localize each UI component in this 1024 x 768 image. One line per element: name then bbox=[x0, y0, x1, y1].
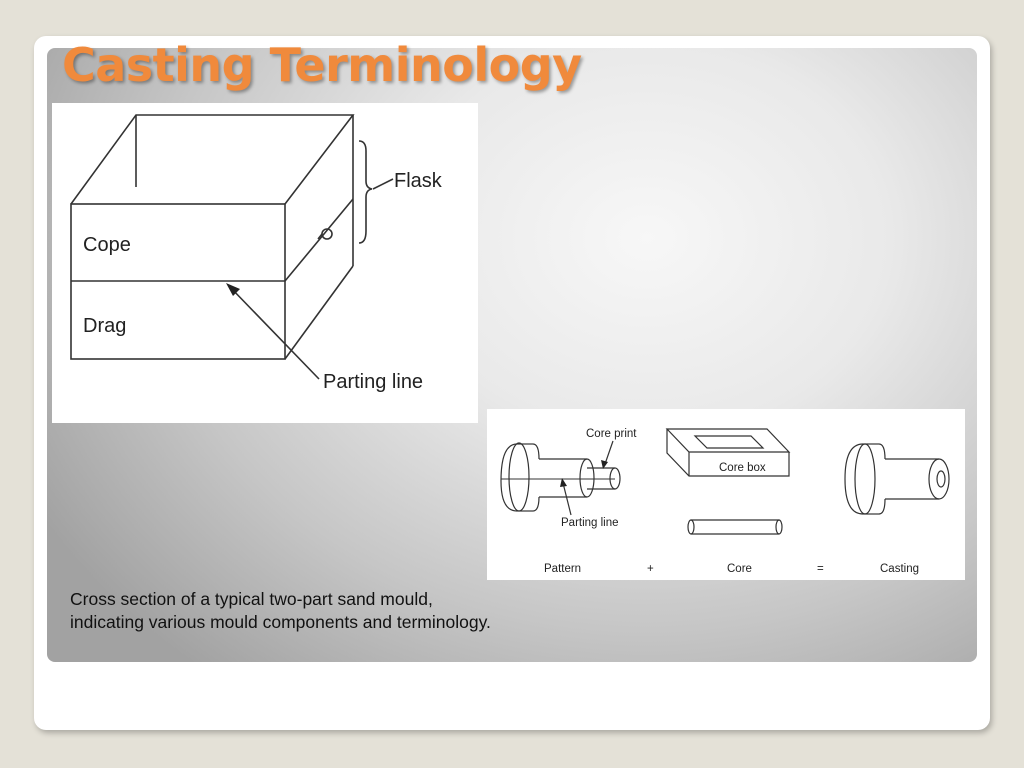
cope-label: Cope bbox=[83, 234, 131, 256]
parting-line-label: Parting line bbox=[561, 517, 619, 529]
mould-diagram-svg bbox=[52, 103, 478, 423]
bottom-side-edge bbox=[285, 266, 353, 359]
caption-line: Cross section of a typical two-part sand mould, bbox=[70, 589, 433, 609]
figure-caption bbox=[70, 588, 590, 634]
page-title: Casting Terminology bbox=[62, 38, 582, 92]
equals-sign: = bbox=[817, 563, 824, 575]
parting-line-arrow bbox=[230, 287, 319, 379]
drag-label: Drag bbox=[83, 315, 127, 337]
core-print-end bbox=[610, 468, 620, 489]
core-box-cavity bbox=[695, 436, 763, 448]
top-face bbox=[71, 115, 353, 204]
caption-line: indicating various mould components and terminology. bbox=[70, 612, 491, 632]
core-end-right bbox=[776, 520, 782, 534]
casting-flange-face bbox=[855, 444, 875, 514]
flask-brace bbox=[359, 141, 372, 243]
pattern-diagram-svg bbox=[487, 409, 965, 580]
core-box-label: Core box bbox=[719, 462, 766, 474]
flask-label: Flask bbox=[394, 170, 442, 192]
core-end-left bbox=[688, 520, 694, 534]
parting-line-label: Parting line bbox=[323, 371, 424, 393]
casting-bore bbox=[937, 471, 945, 487]
casting-flange-left bbox=[845, 444, 863, 514]
core-print-label: Core print bbox=[586, 428, 637, 440]
pattern-flange-face bbox=[509, 443, 529, 511]
parting-line-leader bbox=[563, 483, 571, 515]
pattern-body-end bbox=[580, 459, 594, 497]
pattern-label: Pattern bbox=[544, 563, 582, 575]
mould-diagram bbox=[52, 103, 478, 423]
flask-leader bbox=[373, 179, 393, 189]
casting-label: Casting bbox=[880, 563, 919, 575]
core-label: Core bbox=[727, 563, 752, 575]
side-parting-line bbox=[285, 199, 353, 281]
casting-end-face bbox=[929, 459, 949, 499]
plus-sign: + bbox=[647, 563, 654, 575]
pattern-core-casting-diagram bbox=[487, 409, 965, 580]
core-print-leader bbox=[605, 441, 613, 464]
